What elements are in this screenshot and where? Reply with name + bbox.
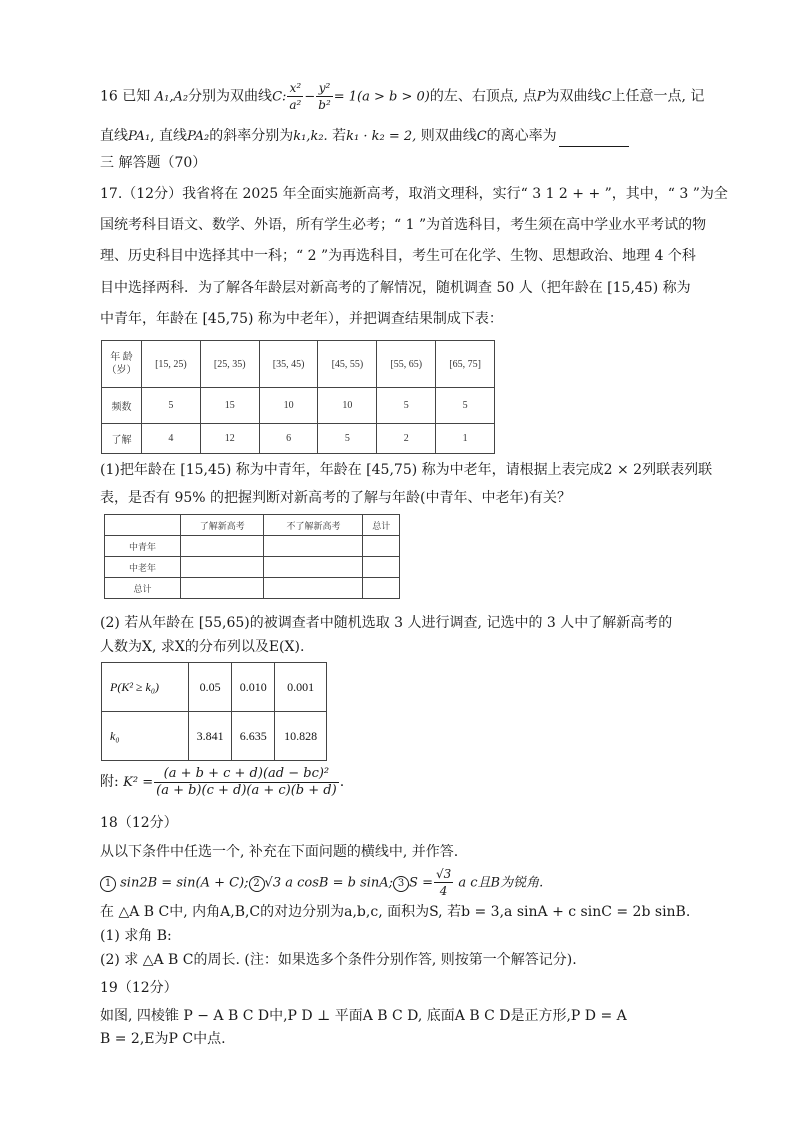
ct-cell[interactable] (181, 557, 264, 578)
q17-line1: 17.（12分）我省将在 2025 年全面实施新高考，取消文理科，实行“ 3 1 2 + + ”，其中，“ 3 ”为全 (100, 186, 728, 202)
q18-sub1: (1) 求角 B: (100, 928, 172, 944)
vertices-label: A₁,A₂ (154, 89, 189, 105)
circled-1: 1 (100, 876, 116, 892)
cv-k-cell: 10.828 (275, 712, 327, 761)
q18-sub2: (2) 求 △A B C的周长. (注：如果选多个条件分别作答, 则按第一个解答记分). (100, 952, 577, 968)
freq-cell: 5 (436, 388, 495, 424)
q17-part1-line1: (1)把年龄在 [15,45) 称为中青年，年龄在 [45,75) 称为中老年，请根据上表完成2 × 2列联表列联 (100, 462, 713, 478)
ct-cell[interactable] (181, 578, 264, 599)
q17-line4: 目中选择两科．为了解各年龄层对新高考的了解情况，随机调查 50 人（把年龄在 [15,45) 称为 (100, 280, 691, 296)
ct-header-notknow: 不了解新高考 (264, 515, 363, 536)
q19-line2: B = 2,E为P C中点. (100, 1031, 226, 1047)
age-header: 年 龄 （岁） (102, 341, 142, 388)
chi-square-formula: 附: K² = $\frac{\text{(a + b + c + d)(ad − bc)²}}{(a + b)(c + d)(a + c)(b + d)}$ . (100, 765, 345, 798)
q17-part2-line1: (2) 若从年龄在 [55,65)的被调查者中随机选取 3 人进行调查, 记选中的 3 人中了解新高考的 (100, 615, 673, 631)
cv-prob-cell: 0.001 (275, 663, 327, 712)
ct-cell[interactable] (363, 578, 400, 599)
q17-line3: 理、历史科目中选择其中一科；“ 2 ”为再选科目，考生可在化学、生物、思想政治、地理 4 个科 (100, 248, 696, 264)
know-cell: 12 (200, 424, 259, 454)
ct-cell[interactable] (264, 536, 363, 557)
know-cell: 2 (377, 424, 436, 454)
contingency-table (104, 514, 400, 599)
circled-2: 2 (249, 876, 265, 892)
q19-line1: 如图, 四棱锥 P − A B C D中,P D ⊥ 平面A B C D, 底面A B C D是正方形,P D = A (100, 1008, 627, 1024)
q17-line2: 国统考科目语文、数学、外语，所有学生必考；“ 1 ”为首选科目，考生须在高中学业水平考试的物 (100, 217, 707, 233)
cv-prob-cell: 0.010 (232, 663, 275, 712)
ct-header-total: 总计 (363, 515, 400, 536)
ct-row-old: 中老年 (105, 557, 181, 578)
q17-part2-line2: 人数为X, 求X的分布列以及E(X). (100, 639, 305, 655)
age-group-6: [65, 75] (436, 341, 495, 388)
freq-cell: 5 (142, 388, 201, 424)
ct-cell[interactable] (264, 557, 363, 578)
know-cell: 5 (318, 424, 377, 454)
ct-header-know: 了解新高考 (181, 515, 264, 536)
ct-row-young: 中青年 (105, 536, 181, 557)
ct-cell[interactable] (363, 536, 400, 557)
q19-title: 19（12分） (100, 980, 178, 996)
age-group-3: [35, 45) (259, 341, 318, 388)
know-cell: 6 (259, 424, 318, 454)
freq-label: 频数 (102, 388, 142, 424)
know-cell: 1 (436, 424, 495, 454)
ct-row-total: 总计 (105, 578, 181, 599)
age-group-1: [15, 25) (142, 341, 201, 388)
cv-prob-label: P(K² ≥ k₀) (102, 663, 189, 712)
section-heading: 三 解答题（70） (100, 155, 207, 171)
answer-blank[interactable] (559, 132, 629, 147)
age-group-2: [25, 35) (200, 341, 259, 388)
q18-intro: 从以下条件中任选一个, 补充在下面问题的横线中, 并作答. (100, 844, 459, 860)
q18-title: 18（12分） (100, 815, 178, 831)
q16-line2: 直线PA₁, 直线PA₂的斜率分别为k₁,k₂. 若k₁ · k₂ = 2, 则双曲线C的离心率为 (100, 126, 629, 147)
age-group-5: [55, 65) (377, 341, 436, 388)
ct-cell[interactable] (264, 578, 363, 599)
ct-header-empty (105, 515, 181, 536)
ct-cell[interactable] (181, 536, 264, 557)
freq-cell: 15 (200, 388, 259, 424)
age-survey-table (101, 340, 495, 454)
q17-line5: 中青年，年龄在 [45,75) 称为中老年），并把调查结果制成下表： (100, 311, 503, 327)
circled-3: 3 (393, 876, 409, 892)
freq-cell: 10 (318, 388, 377, 424)
cv-k-cell: 6.635 (232, 712, 275, 761)
q18-body: 在 △A B C中, 内角A,B,C的对边分别为a,b,c, 面积为S, 若b = 3,a sinA + c sinC = 2b sinB. (100, 904, 691, 920)
cv-k-cell: 3.841 (189, 712, 232, 761)
critical-value-table (101, 662, 327, 761)
q18-conditions: 1 sin2B = sin(A + C); 2 √3 a cosB = b sinA; 3 S = $\frac{√3}{4}$ a c且B为锐角. (100, 866, 543, 899)
know-cell: 4 (142, 424, 201, 454)
freq-cell: 10 (259, 388, 318, 424)
q17-part1-line2: 表，是否有 95% 的把握判断对新高考的了解与年龄(中青年、中老年)有关？ (100, 490, 571, 506)
hyperbola-frac-x: $\frac{\text{x²}}{\text{a²}}$ (289, 81, 302, 112)
freq-cell: 5 (377, 388, 436, 424)
q16-line1: 16 已知 A₁,A₂分别为双曲线C: $\frac{\text{x²}}{\text{a²}}$ − $\frac{\text{y²}}{\text{b²}}$ = 1(a > b > 0)的左、右顶点, 点P为双曲线C上任意一点, 记 (100, 81, 705, 112)
know-label: 了解 (102, 424, 142, 454)
cv-prob-cell: 0.05 (189, 663, 232, 712)
ct-cell[interactable] (363, 557, 400, 578)
cv-k-label: k₀ (102, 712, 189, 761)
age-group-4: [45, 55) (318, 341, 377, 388)
hyperbola-frac-y: $\frac{\text{y²}}{\text{b²}}$ (318, 81, 331, 112)
